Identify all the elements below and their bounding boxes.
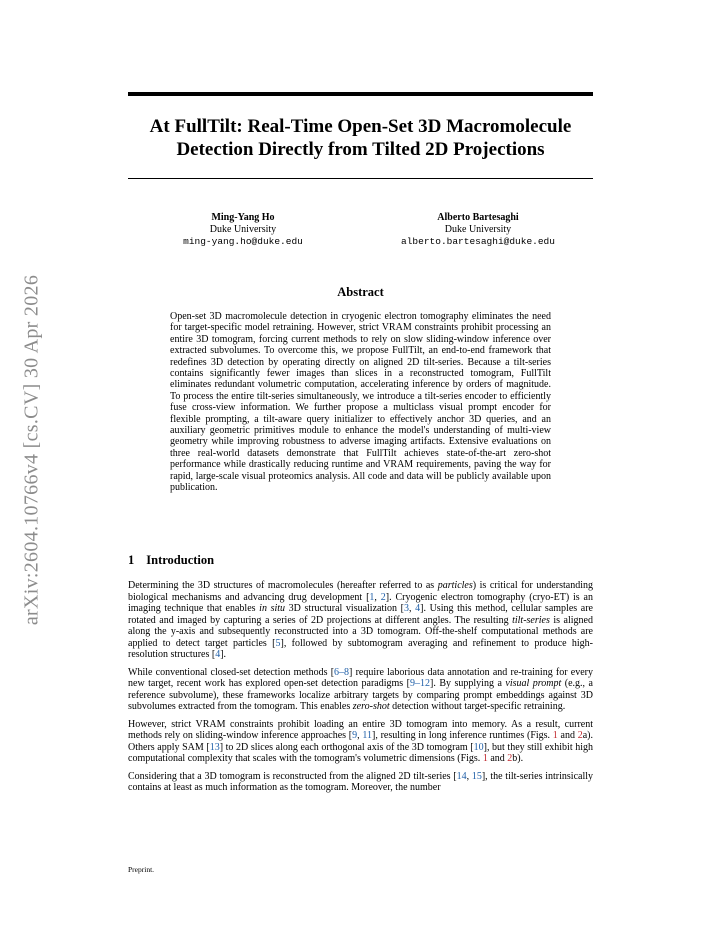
paragraph-3: However, strict VRAM constraints prohibit loading an entire 3D tomogram into memory. As a result, current methods rely on sliding-window inference approaches [9, 11], resulting in long inference runtimes (Figs. 1 and 2a). Others apply SAM [13] to 2D slices along each orthogonal axis of the 3D tomogram [10], but they still exhibit high computational complexity that scales with the tomogram's volumetric dimensions (Figs. 1 and 2b). [128,718,593,764]
paper-title-line-1: At FullTilt: Real-Time Open-Set 3D Macromolecule [149,116,572,137]
author-1 [128,212,358,248]
citation-link[interactable]: 15 [471,770,482,782]
citation-link[interactable]: 9 [352,730,358,741]
author-2-name: Alberto Bartesaghi [437,212,519,223]
author-1-name: Ming-Yang Ho [211,212,275,223]
paragraph-4: Considering that a 3D tomogram is reconstructed from the aligned 2D tilt-series [14, 15], the tilt-series intrinsically contains at least as much information as the tomogram. Moreover, the number [128,770,593,793]
footer-preprint-note: Preprint. [128,865,155,874]
title-rule-top [128,92,593,96]
author-1-email[interactable]: ming-yang.ho@duke.edu [183,236,303,247]
citation-link[interactable]: 4 [215,649,221,660]
citation-link[interactable]: 4 [415,603,421,614]
citation-link[interactable]: 6–8 [334,666,350,678]
author-2-affiliation: Duke University [444,224,512,235]
paragraph-1: Determining the 3D structures of macromolecules (hereafter referred to as particles) is critical for understanding biological mechanisms and advancing drug development [1, 2]. Cryogenic electron tomography (cryo-ET) is an imaging technique that enables in situ 3D structural visualization [3, 4]. Using this method, cellular samples are rotated and imaged by capturing a series of 2D projections at different angles. The resulting tilt-series is aligned along the y-axis and subsequently reconstructed into a 3D tomogram. Off-the-shelf computational methods are applied to detect target particles [5], followed by subtomogram averaging and refinement to produce high-resolution structures [4]. [128,580,594,660]
figure-link[interactable]: 2 [507,753,513,764]
author-2-email[interactable]: alberto.bartesaghi@duke.edu [401,236,555,247]
citation-link[interactable]: 9–12 [410,678,431,689]
section-heading-introduction [128,553,214,568]
introduction-body [128,580,593,800]
citation-link[interactable]: 3 [403,603,409,614]
citation-link[interactable]: 5 [275,637,281,649]
section-title: Introduction [146,553,215,567]
abstract-text: Open-set 3D macromolecule detection in cryogenic electron tomography eliminates the need for target-specific model retraining. However, strict VRAM constraints prohibit processing an entire 3D tomogram, forcing current methods to rely on slow sliding-window inference over extracted subvolumes. To overcome this, we propose FullTilt, an end-to-end framework that redefines 3D detection by operating directly on aligned 2D tilt-series. Because a tilt-series contains significantly fewer images than slices in a reconstructed tomogram, FullTilt eliminates redundant volumetric computation, accelerating inference by orders of magnitude. To process the entire tilt-series simultaneously, we introduce a tilt-series encoder to efficiently fuse cross-view information. We further propose a multiclass visual prompt encoder for flexible prompting, a tilt-aware query initializer to effectively anchor 3D queries, and an auxiliary geometric primitives module to enhance the model's understanding of multi-view geometry while improving robustness to adverse imaging artifacts. Extensive evaluations on three real-world datasets demonstrate that FullTilt achieves state-of-the-art zero-shot performance while drastically reducing runtime and VRAM requirements, paving the way for rapid, large-scale visual proteomics analysis. All code and data will be publicly available upon publication. [170,311,551,494]
figure-link[interactable]: 1 [482,753,488,764]
figure-link[interactable]: 1 [552,730,558,741]
paper-title [128,115,593,161]
section-number: 1 [128,553,135,567]
abstract-heading: Abstract [337,285,384,299]
citation-link[interactable]: 10 [473,741,484,753]
paper-title-line-2: Detection Directly from Tilted 2D Projections [176,139,545,160]
citation-link[interactable]: 13 [209,741,220,753]
arxiv-identifier-stamp [12,240,52,660]
author-2 [363,212,593,248]
title-rule-bottom [128,178,593,179]
author-1-affiliation: Duke University [209,224,277,235]
citation-link[interactable]: 2 [380,591,386,603]
citation-link[interactable]: 14 [456,770,467,782]
paragraph-2: While conventional closed-set detection methods [6–8] require laborious data annotation and re-training for every new target, recent work has explored open-set detection paradigms [9–12]. By supplying a visual prompt (e.g., a reference subvolume), these frameworks localize arbitrary targets by comparing prompt embeddings against 3D subvolumes extracted from the tomogram. This enables zero-shot detection without target-specific retraining. [128,666,593,712]
citation-link[interactable]: 11 [362,730,373,741]
figure-link[interactable]: 2 [577,730,583,741]
citation-link[interactable]: 1 [369,591,375,603]
arxiv-identifier-text: arXiv:2604.10766v4 [cs.CV] 30 Apr 2026 [20,274,43,626]
